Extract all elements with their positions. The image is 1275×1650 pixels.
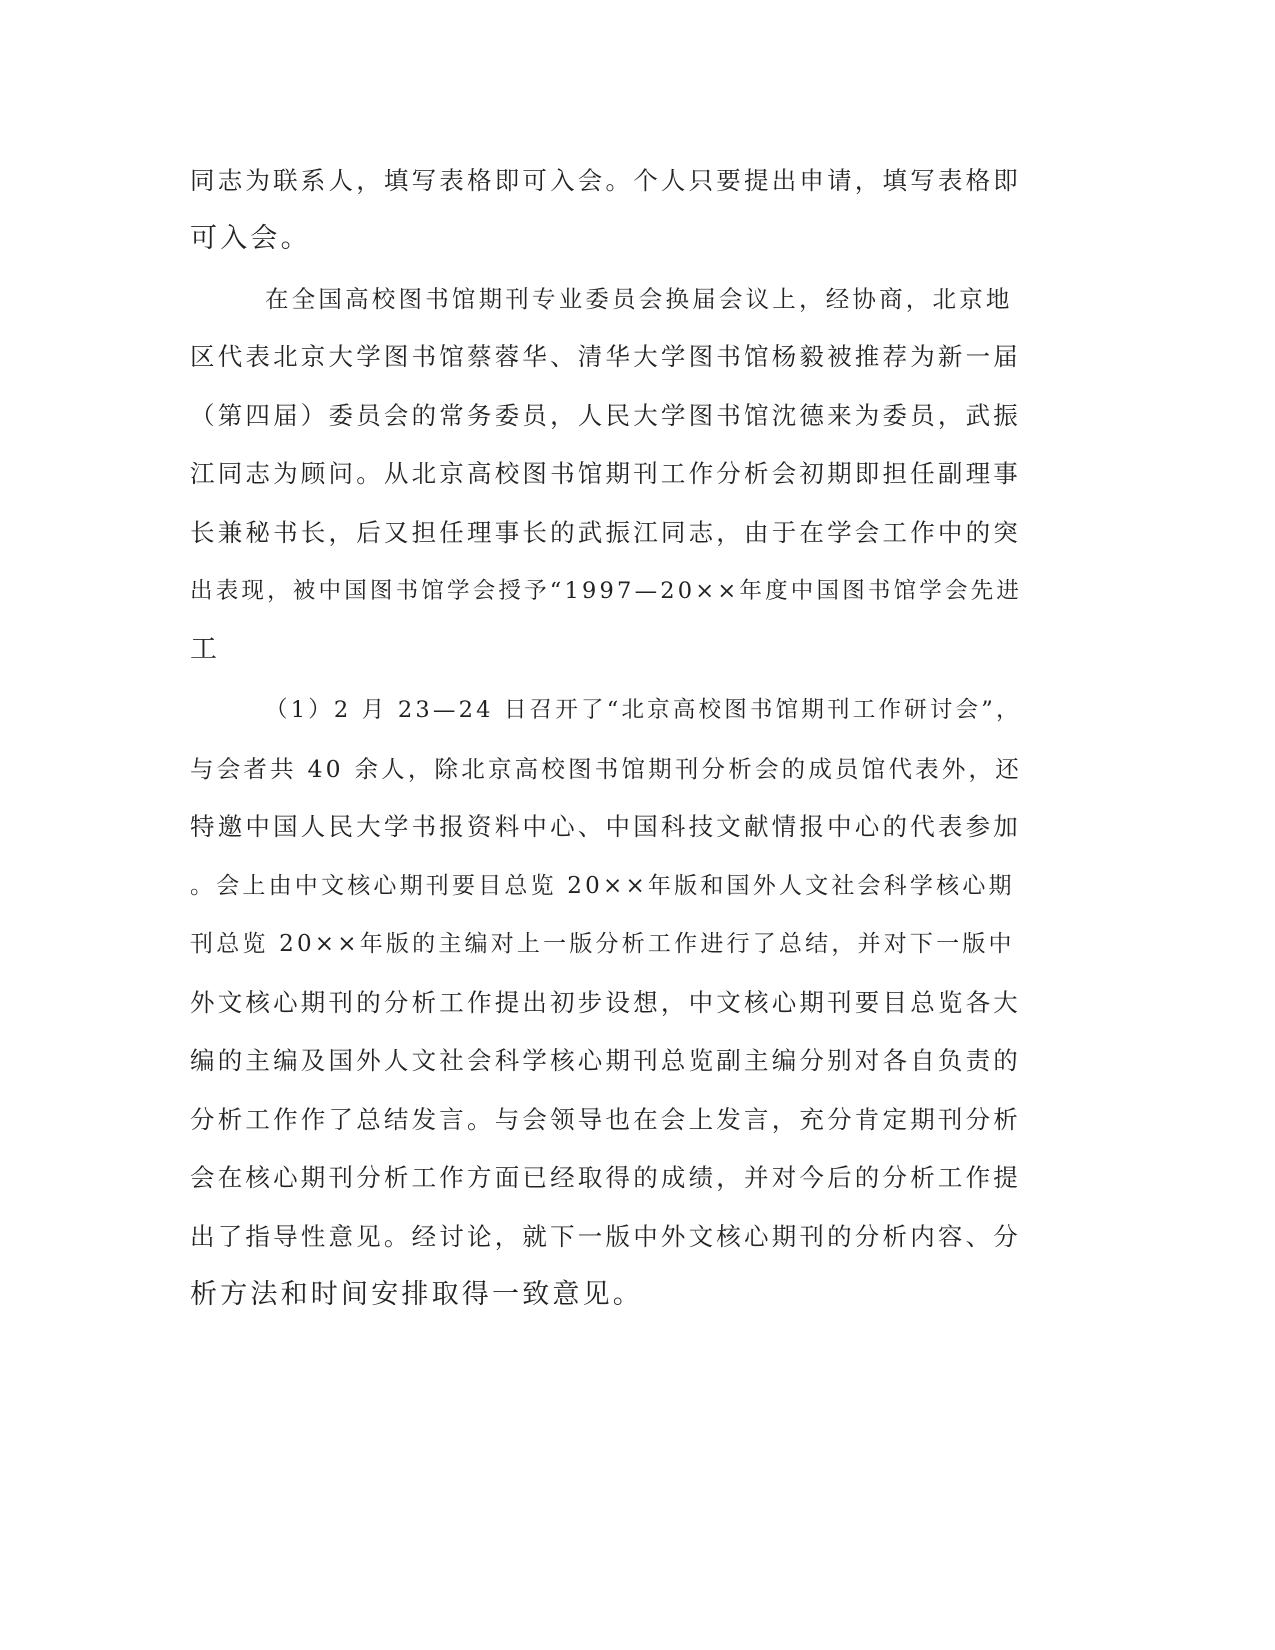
text-line: 与会者共 40 余人，除北京高校图书馆期刊分析会的成员馆代表外，还 bbox=[190, 755, 1022, 783]
text-line: （1）2 月 23—24 日召开了“北京高校图书馆期刊工作研讨会”， bbox=[265, 697, 1022, 723]
text-line: 析方法和时间安排取得一致意见。 bbox=[190, 1279, 643, 1310]
text-line: 。会上由中文核心期刊要目总览 20××年版和国外人文社会科学核心期 bbox=[190, 873, 1015, 899]
text-line: 会在核心期刊分析工作方面已经取得的成绩，并对今后的分析工作提 bbox=[190, 1163, 1021, 1192]
text-line: 分析工作作了总结发言。与会领导也在会上发言，充分肯定期刊分析 bbox=[190, 1105, 1021, 1134]
text-line: 长兼秘书长，后又担任理事长的武振江同志，由于在学会工作中的突 bbox=[190, 518, 1021, 547]
text-line: 工 bbox=[190, 634, 221, 665]
text-line: 外文核心期刊的分析工作提出初步设想，中文核心期刊要目总览各大 bbox=[190, 988, 1021, 1017]
text-line: 在全国高校图书馆期刊专业委员会换届会议上，经协商，北京地 bbox=[265, 285, 1013, 313]
text-line: 特邀中国人民大学书报资料中心、中国科技文献情报中心的代表参加 bbox=[190, 812, 1021, 841]
text-line: 出了指导性意见。经讨论，就下一版中外文核心期刊的分析内容、分 bbox=[190, 1222, 1021, 1251]
text-line: 同志为联系人，填写表格即可入会。个人只要提出申请，填写表格即 bbox=[190, 166, 1021, 195]
text-line: 编的主编及国外人文社会科学核心期刊总览副主编分别对各自负责的 bbox=[190, 1046, 1021, 1075]
text-line: 区代表北京大学图书馆蔡蓉华、清华大学图书馆杨毅被推荐为新一届 bbox=[190, 342, 1021, 371]
text-line: 出表现，被中国图书馆学会授予“1997—20××年度中国图书馆学会先进 bbox=[190, 578, 1023, 604]
text-line: 可入会。 bbox=[190, 223, 311, 254]
text-line: （第四届）委员会的常务委员，人民大学图书馆沈德来为委员，武振 bbox=[190, 401, 1021, 430]
text-line: 刊总览 20××年版的主编对上一版分析工作进行了总结，并对下一版中 bbox=[190, 931, 1015, 957]
text-line: 江同志为顾问。从北京高校图书馆期刊工作分析会初期即担任副理事 bbox=[190, 459, 1021, 488]
